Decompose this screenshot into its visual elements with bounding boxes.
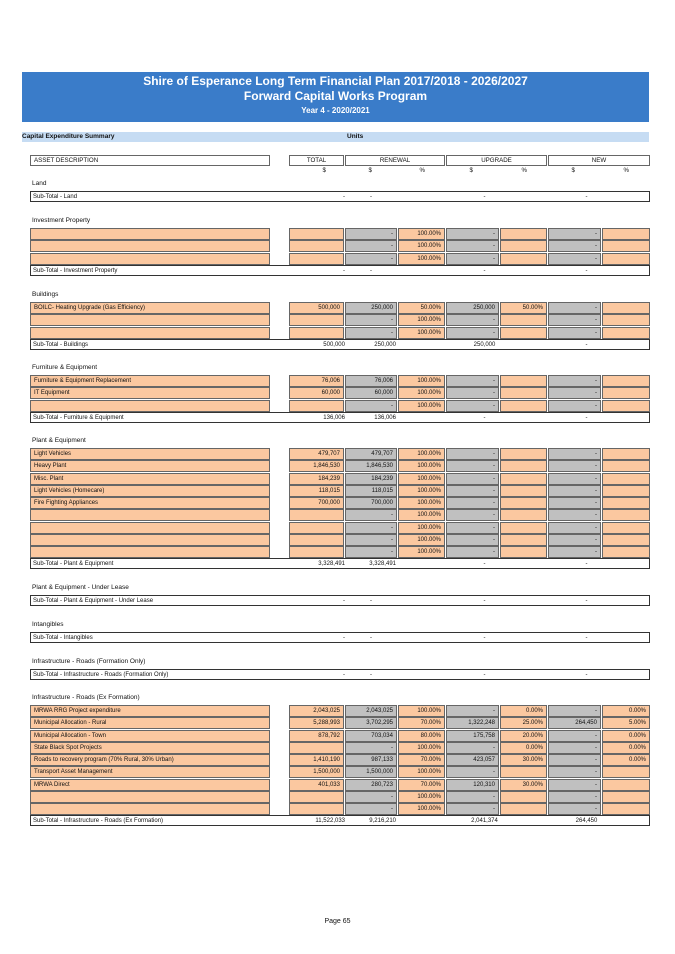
row-new-percent [602,473,650,485]
row-renewal-percent: 70.00% [398,717,445,729]
row-new-percent [602,327,650,339]
row-new: 264,450 [548,717,601,729]
row-new-percent [602,240,650,252]
row-upgrade-percent [500,327,547,339]
subtotal-renewal: 136,006 [374,415,396,421]
row-renewal: - [345,791,397,803]
row-new: - [548,375,601,387]
row-new-percent [602,791,650,803]
row-new-percent [602,766,650,778]
row-renewal-percent: 100.00% [398,485,445,497]
header-new-dollar: $ [571,167,575,174]
row-renewal-percent: 100.00% [398,460,445,472]
row-renewal-percent: 100.00% [398,387,445,399]
subtotal-label: Sub-Total - Land [33,194,78,200]
row-renewal: - [345,534,397,546]
subtotal-total: - [343,672,345,678]
subtotal-new: - [585,561,588,567]
row-renewal: 3,702,295 [345,717,397,729]
subtotal-label: Sub-Total - Plant & Equipment - Under Lease [33,598,154,604]
row-total [289,240,344,252]
subtotal-total: 11,522,033 [315,818,345,824]
row-renewal: - [345,400,397,412]
row-description [30,522,270,534]
row-renewal-percent: 100.00% [398,228,445,240]
row-upgrade: - [446,327,499,339]
row-renewal: - [345,742,397,754]
row-renewal: - [345,509,397,521]
row-description [30,253,270,265]
row-upgrade-percent [500,228,547,240]
row-total: 118,015 [289,485,344,497]
section-title: Plant & Equipment - Under Lease [32,584,129,591]
row-upgrade-percent: 30.00% [500,754,547,766]
subtotal-total: - [343,194,345,200]
subtotal-renewal: - [370,598,372,604]
row-upgrade-percent [500,509,547,521]
row-renewal-percent: 80.00% [398,730,445,742]
row-description: Light Vehicles [30,448,270,460]
row-upgrade-percent [500,314,547,326]
subtotal-label: Sub-Total - Plant & Equipment [33,561,114,567]
row-upgrade: - [446,742,499,754]
row-upgrade-percent [500,803,547,815]
row-new-percent [602,485,650,497]
section-title: Furniture & Equipment [32,364,98,371]
subtotal-renewal: - [370,635,372,641]
row-new-percent [602,400,650,412]
section-title: Intangibles [32,621,64,628]
row-upgrade-percent [500,240,547,252]
row-description: Transport Asset Management [30,766,270,778]
row-upgrade: - [446,791,499,803]
subtotal-row [30,669,650,680]
row-new-percent [602,460,650,472]
row-description: Light Vehicles (Homecare) [30,485,270,497]
subtotal-label: Sub-Total - Infrastructure - Roads (Formation Only) [33,672,169,678]
row-renewal-percent: 100.00% [398,522,445,534]
row-renewal-percent: 100.00% [398,448,445,460]
row-description: Misc. Plant [30,473,270,485]
row-renewal: - [345,240,397,252]
subtotal-upgrade: - [483,415,486,421]
row-total: 401,033 [289,779,344,791]
row-new: - [548,240,601,252]
summary-bar [22,132,649,142]
row-upgrade: - [446,509,499,521]
row-new: - [548,497,601,509]
subtotal-row [30,815,650,826]
row-upgrade-percent: 0.00% [500,742,547,754]
header-renewal-dollar: $ [368,167,372,174]
row-total: 2,043,025 [289,705,344,717]
row-new-percent: 0.00% [602,705,650,717]
row-new-percent [602,253,650,265]
subtotal-total: - [343,635,345,641]
row-new: - [548,509,601,521]
row-new: - [548,803,601,815]
subtotal-row [30,265,650,276]
row-total: 700,000 [289,497,344,509]
row-upgrade: - [446,803,499,815]
row-upgrade-percent [500,497,547,509]
row-new: - [548,253,601,265]
row-upgrade-percent [500,253,547,265]
header-new-percent: % [623,167,629,174]
row-total [289,534,344,546]
row-renewal: 280,723 [345,779,397,791]
row-total [289,803,344,815]
row-description: Municipal Allocation - Town [30,730,270,742]
row-renewal: - [345,546,397,558]
row-total [289,314,344,326]
subtotal-row [30,339,650,350]
row-description [30,803,270,815]
subtotal-total: 500,000 [323,342,345,348]
row-new: - [548,766,601,778]
row-renewal-percent: 100.00% [398,497,445,509]
row-new: - [548,448,601,460]
row-upgrade-percent [500,400,547,412]
row-renewal-percent: 100.00% [398,375,445,387]
row-new: - [548,314,601,326]
row-new-percent: 0.00% [602,730,650,742]
row-new-percent [602,228,650,240]
row-upgrade: 1,322,248 [446,717,499,729]
row-total [289,253,344,265]
subtotal-label: Sub-Total - Intangibles [33,635,93,641]
subtotal-total: 136,006 [323,415,345,421]
page-number: Page 65 [324,918,351,925]
row-new: - [548,742,601,754]
section-title: Infrastructure - Roads (Ex Formation) [32,694,140,701]
header-renewal-percent: % [419,167,425,174]
row-total [289,400,344,412]
row-new-percent [602,522,650,534]
row-upgrade-percent [500,522,547,534]
row-upgrade: - [446,766,499,778]
row-total: 1,410,190 [289,754,344,766]
row-new-percent [602,534,650,546]
subtotal-total: - [343,268,345,274]
row-upgrade-percent [500,460,547,472]
subtotal-new: - [585,194,588,200]
row-description [30,546,270,558]
row-new-percent [602,387,650,399]
row-total: 500,000 [289,302,344,314]
row-description: Heavy Plant [30,460,270,472]
row-upgrade: - [446,240,499,252]
row-new-percent [602,448,650,460]
row-new: - [548,779,601,791]
subtotal-renewal: 250,000 [374,342,396,348]
row-renewal: 2,043,025 [345,705,397,717]
row-upgrade-percent: 25.00% [500,717,547,729]
row-upgrade: 120,310 [446,779,499,791]
subtotal-new: - [585,342,588,348]
row-upgrade: - [446,387,499,399]
row-total: 60,000 [289,387,344,399]
subtotal-row [30,412,650,423]
section-title: Plant & Equipment [32,437,86,444]
row-upgrade-percent [500,546,547,558]
row-renewal: 703,034 [345,730,397,742]
header-upgrade-percent: % [521,167,527,174]
row-renewal: 1,500,000 [345,766,397,778]
row-total: 76,006 [289,375,344,387]
subtotal-label: Sub-Total - Infrastructure - Roads (Ex Formation) [33,818,164,824]
row-total: 5,288,993 [289,717,344,729]
row-renewal-percent: 100.00% [398,803,445,815]
row-total [289,742,344,754]
row-renewal: - [345,314,397,326]
subtotal-upgrade: - [483,598,486,604]
row-upgrade: - [446,534,499,546]
row-total [289,791,344,803]
row-new: - [548,400,601,412]
row-total [289,509,344,521]
row-new-percent [602,509,650,521]
subtotal-upgrade: - [483,672,486,678]
subtotal-new: 264,450 [575,818,598,824]
row-new-percent [602,497,650,509]
row-renewal-percent: 100.00% [398,705,445,717]
row-description: State Black Spot Projects [30,742,270,754]
section-title: Buildings [32,291,59,298]
row-upgrade: 250,000 [446,302,499,314]
header-upgrade-dollar: $ [469,167,473,174]
row-new-percent [602,546,650,558]
row-upgrade: - [446,705,499,717]
row-renewal: - [345,253,397,265]
row-total [289,522,344,534]
row-renewal-percent: 100.00% [398,400,445,412]
header-new: NEW [548,155,650,166]
row-renewal-percent: 100.00% [398,534,445,546]
row-upgrade-percent [500,534,547,546]
row-upgrade: - [446,497,499,509]
row-renewal-percent: 100.00% [398,327,445,339]
report-subtitle: Forward Capital Works Program [243,89,428,103]
subtotal-label: Sub-Total - Investment Property [33,268,118,274]
subtotal-label: Sub-Total - Furniture & Equipment [33,415,124,421]
row-new-percent [602,375,650,387]
row-new: - [548,460,601,472]
subtotal-new: - [585,268,588,274]
row-new: - [548,327,601,339]
row-new: - [548,522,601,534]
row-upgrade-percent [500,766,547,778]
row-renewal: - [345,522,397,534]
row-description: BOILC- Heating Upgrade (Gas Efficiency) [30,302,270,314]
row-upgrade: 175,758 [446,730,499,742]
row-renewal: 1,846,530 [345,460,397,472]
header-renewal: RENEWAL [345,155,445,166]
section-title: Infrastructure - Roads (Formation Only) [32,658,146,665]
row-upgrade: - [446,314,499,326]
row-upgrade: - [446,400,499,412]
row-new-percent [602,803,650,815]
subtotal-renewal: - [370,194,372,200]
row-description [30,314,270,326]
row-new-percent [602,314,650,326]
row-renewal: 700,000 [345,497,397,509]
row-description: Furniture & Equipment Replacement [30,375,270,387]
row-renewal-percent: 70.00% [398,754,445,766]
row-renewal: 250,000 [345,302,397,314]
header-asset-description: ASSET DESCRIPTION [30,155,270,166]
row-description: Municipal Allocation - Rural [30,717,270,729]
row-description [30,228,270,240]
row-upgrade: - [446,546,499,558]
summary-label: Capital Expenditure Summary [22,133,115,140]
subtotal-renewal: - [370,268,372,274]
row-renewal: 184,239 [345,473,397,485]
row-new: - [548,754,601,766]
row-renewal: 60,000 [345,387,397,399]
row-upgrade: - [446,228,499,240]
row-renewal: - [345,803,397,815]
row-renewal-percent: 100.00% [398,314,445,326]
row-renewal-percent: 100.00% [398,791,445,803]
row-new-percent: 0.00% [602,742,650,754]
header-total-dollar: $ [322,167,326,174]
header-total: TOTAL [289,155,344,166]
row-new: - [548,730,601,742]
row-renewal-percent: 100.00% [398,509,445,521]
subtotal-new: - [585,598,588,604]
subtotal-new: - [585,635,588,641]
report-title: Shire of Esperance Long Term Financial Plan 2017/2018 - 2026/2027 [143,74,528,88]
row-description: IT Equipment [30,387,270,399]
subtotal-renewal: 3,328,491 [369,561,396,567]
subtotal-renewal: - [370,672,372,678]
row-upgrade-percent [500,473,547,485]
row-renewal: 118,015 [345,485,397,497]
row-renewal: - [345,327,397,339]
row-renewal-percent: 100.00% [398,473,445,485]
row-renewal-percent: 100.00% [398,253,445,265]
subtotal-new: - [585,672,588,678]
row-new: - [548,228,601,240]
row-new: - [548,485,601,497]
row-description [30,327,270,339]
row-description [30,509,270,521]
row-new: - [548,302,601,314]
row-description [30,240,270,252]
subtotal-new: - [585,415,588,421]
row-new-percent [602,302,650,314]
subtotal-row [30,595,650,606]
row-renewal-percent: 70.00% [398,779,445,791]
subtotal-row [30,632,650,643]
row-upgrade: - [446,448,499,460]
row-total [289,228,344,240]
row-new: - [548,705,601,717]
row-total: 1,500,000 [289,766,344,778]
row-description: MRWA RRG Project expenditure [30,705,270,717]
row-upgrade-percent: 0.00% [500,705,547,717]
row-upgrade-percent [500,448,547,460]
subtotal-upgrade: - [483,561,486,567]
section-title: Investment Property [32,217,91,224]
row-renewal: 987,133 [345,754,397,766]
row-renewal-percent: 100.00% [398,546,445,558]
row-renewal-percent: 100.00% [398,766,445,778]
subtotal-row [30,191,650,202]
row-upgrade: - [446,253,499,265]
row-upgrade: 423,057 [446,754,499,766]
row-description: Fire Fighting Appliances [30,497,270,509]
row-description [30,400,270,412]
row-upgrade: - [446,473,499,485]
row-upgrade-percent: 50.00% [500,302,547,314]
header-upgrade: UPGRADE [446,155,547,166]
subtotal-total: - [343,598,345,604]
subtotal-row [30,558,650,569]
subtotal-upgrade: - [483,268,486,274]
row-total [289,546,344,558]
row-upgrade: - [446,375,499,387]
row-new: - [548,387,601,399]
subtotal-upgrade: - [483,635,486,641]
row-renewal-percent: 100.00% [398,742,445,754]
subtotal-label: Sub-Total - Buildings [33,342,89,348]
row-description: MRWA Direct [30,779,270,791]
subtotal-renewal: 9,216,210 [369,818,396,824]
row-upgrade: - [446,460,499,472]
row-renewal-percent: 50.00% [398,302,445,314]
row-upgrade-percent: 30.00% [500,779,547,791]
row-total: 479,707 [289,448,344,460]
row-new-percent: 0.00% [602,754,650,766]
row-new-percent [602,779,650,791]
row-upgrade-percent [500,485,547,497]
row-upgrade-percent: 20.00% [500,730,547,742]
row-total: 184,239 [289,473,344,485]
row-upgrade-percent [500,791,547,803]
row-new: - [548,791,601,803]
row-new: - [548,473,601,485]
row-description [30,791,270,803]
row-new: - [548,546,601,558]
row-upgrade: - [446,485,499,497]
subtotal-total: 3,328,491 [318,561,345,567]
row-upgrade-percent [500,387,547,399]
row-upgrade: - [446,522,499,534]
row-upgrade-percent [500,375,547,387]
row-description [30,534,270,546]
row-renewal: - [345,228,397,240]
row-description: Roads to recovery program (70% Rural, 30% Urban) [30,754,270,766]
subtotal-upgrade: 2,041,374 [471,818,498,824]
subtotal-upgrade: 250,000 [473,342,496,348]
report-year: Year 4 - 2020/2021 [301,106,370,115]
row-new: - [548,534,601,546]
row-new-percent: 5.00% [602,717,650,729]
row-total: 878,792 [289,730,344,742]
row-total [289,327,344,339]
row-renewal: 76,006 [345,375,397,387]
row-renewal-percent: 100.00% [398,240,445,252]
row-renewal: 479,707 [345,448,397,460]
row-total: 1,846,530 [289,460,344,472]
report-banner [22,72,649,122]
subtotal-upgrade: - [483,194,486,200]
section-title: Land [32,180,47,187]
units-label: Units [347,133,364,140]
